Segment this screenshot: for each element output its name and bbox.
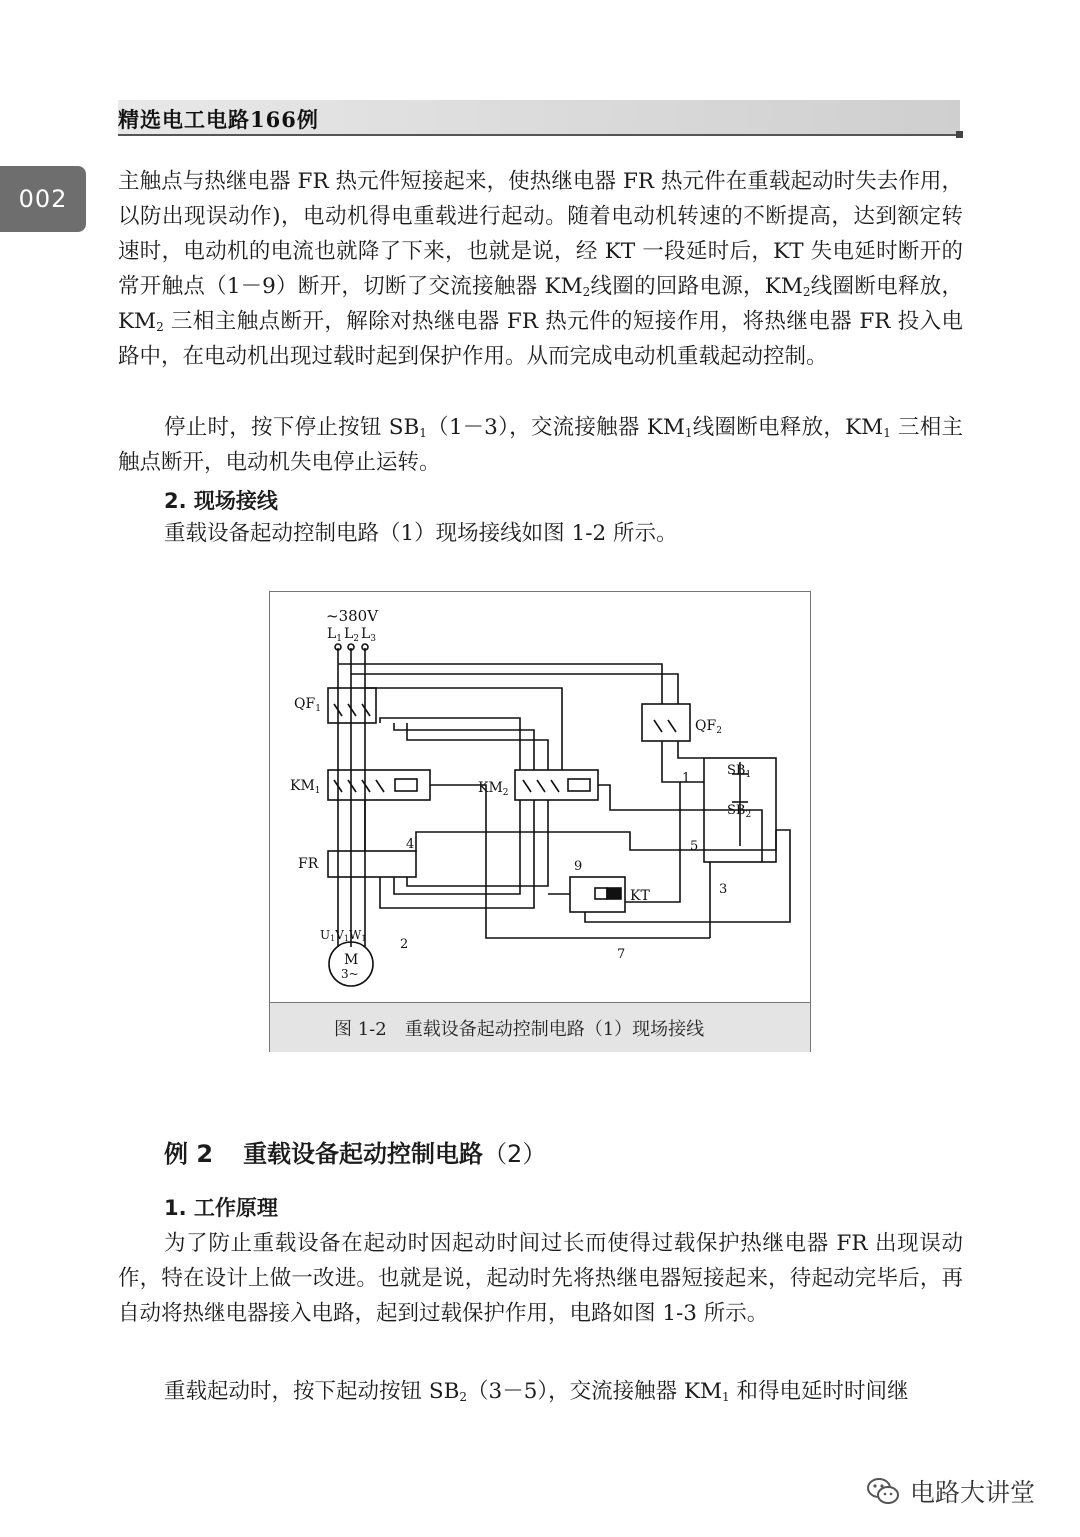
figure-caption-band xyxy=(270,1002,810,1052)
supply-voltage-label: ~380V xyxy=(326,607,379,625)
wire-number-5: 5 xyxy=(690,839,699,854)
km1-label: $KM_1$ xyxy=(290,778,321,796)
qf1-label: $QF_1$ xyxy=(294,696,321,714)
paragraph-stop-operation xyxy=(118,410,963,480)
paragraph-continuation xyxy=(118,164,963,374)
subscript: 2 xyxy=(802,285,811,299)
text-run: 停止时，按下停止按钮 SB xyxy=(164,415,420,440)
text-run: 主触点与热继电器 FR 热元件短接起来，使热继电器 FR 热元件在重载起动时失去作用，以防出现误动作)，电动机得电重载进行起动。随着电动机转速的不断提高，达到额定转速时，电动机的电流也就降了下来，也就是说，经 KT 一段延时后，KT 失电延时断开的常开触点（1－9）断开，切断了交流接触器 KM xyxy=(118,169,963,299)
subscript: 2 xyxy=(156,320,164,334)
wire-number-9: 9 xyxy=(574,859,583,874)
sb2-label: $SB_2$ xyxy=(727,803,752,820)
wechat-icon xyxy=(866,1476,900,1506)
section-heading-wiring: 2. 现场接线 xyxy=(164,489,278,513)
subscript: 2 xyxy=(582,285,591,299)
motor-phase-label: 3~ xyxy=(341,967,359,981)
wire-number-3: 3 xyxy=(719,882,728,897)
text-run: 三相主触点断开，解除对热继电器 FR 热元件的短接作用，将热继电器 FR 投入电路中，在电动机出现过载时起到保护作用。从而完成电动机重载起动控制。 xyxy=(118,309,963,369)
subscript: 1 xyxy=(722,1390,730,1404)
text-run: 线圈断电释放，KM xyxy=(118,274,963,334)
text-run: （1－3），交流接触器 KM xyxy=(426,415,685,440)
motor-label: M xyxy=(344,952,359,968)
wire-number-4: 4 xyxy=(406,837,415,852)
example-heading xyxy=(164,1134,546,1169)
wiring-diagram-svg xyxy=(270,592,810,1002)
text-run: 线圈断电释放，KM xyxy=(692,415,884,440)
section-heading-principle: 1. 工作原理 xyxy=(164,1196,278,1220)
subscript: 1 xyxy=(883,426,891,440)
fr-label: FR xyxy=(298,856,319,872)
header-rule-end xyxy=(956,131,963,138)
kt-label: KT xyxy=(630,888,650,904)
book-title: 精选电工电路166例 xyxy=(118,107,319,132)
motor-terminals-label: U1V1W1 xyxy=(320,928,367,943)
text-run: 重载起动时，按下起动按钮 SB xyxy=(164,1379,460,1404)
line-label-l2: $L_2$ xyxy=(344,626,360,644)
km2-label: $KM_2$ xyxy=(478,780,509,798)
text-run: 三相主触点断开，电动机失电停止运转。 xyxy=(118,415,963,475)
page-number-tab: 002 xyxy=(0,166,86,232)
example-title-text: 重载设备起动控制电路 xyxy=(243,1140,484,1168)
figure-wiring-diagram xyxy=(269,591,811,1052)
wire-number-1: 1 xyxy=(682,771,691,786)
wire-number-2: 2 xyxy=(400,937,409,952)
header-rule xyxy=(118,134,960,136)
sb1-label: $SB_1$ xyxy=(727,763,752,780)
line-label-l3: $L_3$ xyxy=(361,626,377,644)
subscript: 1 xyxy=(419,426,427,440)
subscript: 1 xyxy=(684,426,693,440)
text-run: （3－5），交流接触器 KM xyxy=(467,1379,723,1404)
line-label-l1: $L_1$ xyxy=(327,626,343,644)
example-number: 例 2 xyxy=(164,1140,214,1168)
text-run: 和得电延时时间继 xyxy=(729,1379,909,1404)
wire-number-7: 7 xyxy=(617,947,626,962)
paragraph-figure-reference: 重载设备起动控制电路（1）现场接线如图 1-2 所示。 xyxy=(164,521,678,546)
watermark xyxy=(866,1474,1035,1508)
example-title-suffix: （2） xyxy=(483,1140,547,1168)
paragraph-principle: 为了防止重载设备在起动时因起动时间过长而使得过载保护热继电器 FR 出现误动作，特在设计上做一改进。也就是说，起动时先将热继电器短接起来，待起动完毕后，再自动将热继电器接入电路，起到过载保护作用，电路如图 1-3 所示。 xyxy=(118,1231,963,1326)
subscript: 2 xyxy=(459,1390,468,1404)
figure-caption: 图 1-2 重载设备起动控制电路（1）现场接线 xyxy=(334,1019,705,1040)
paragraph-heavy-start xyxy=(118,1374,963,1409)
watermark-text: 电路大讲堂 xyxy=(910,1478,1036,1507)
qf2-label: $QF_2$ xyxy=(695,718,722,736)
text-run: 线圈的回路电源，KM xyxy=(590,274,803,299)
